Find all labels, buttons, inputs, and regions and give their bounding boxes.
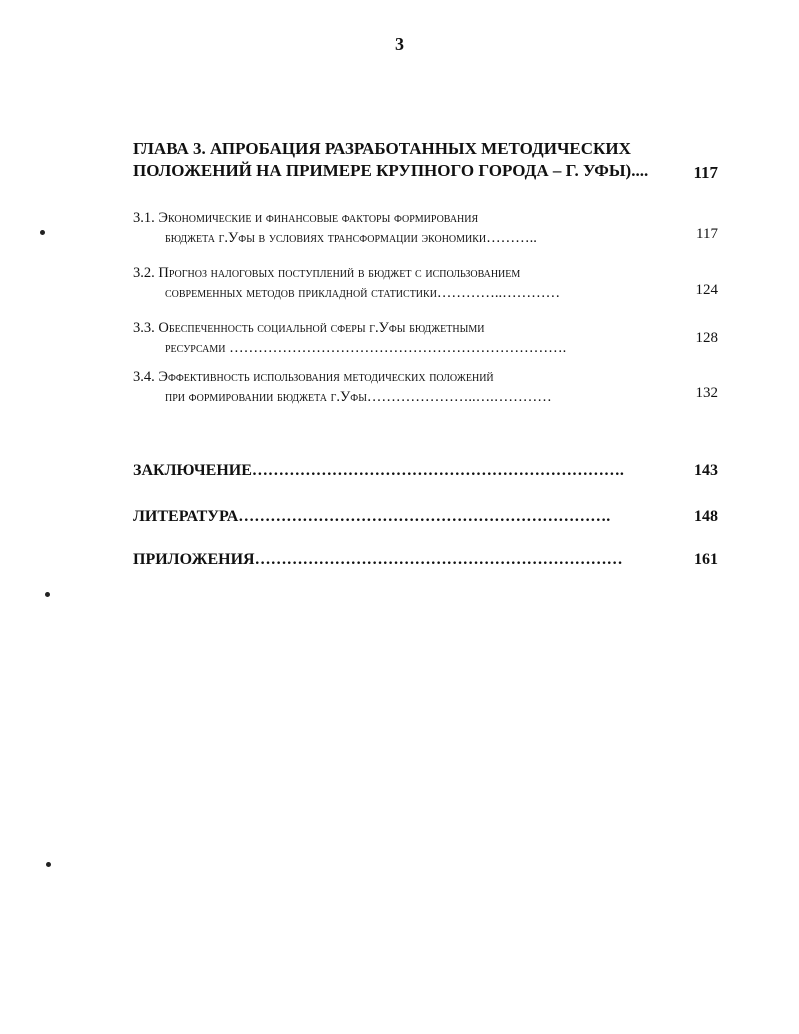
major-title: ПРИЛОЖЕНИЯ…………………………………………………………… bbox=[133, 551, 623, 568]
major-page-number: 148 bbox=[694, 508, 718, 525]
section-title-line2: современных методов прикладной статистики…………..………… bbox=[165, 285, 561, 301]
scan-speck bbox=[46, 862, 51, 867]
page-number: 3 bbox=[395, 34, 404, 54]
toc-chapter-3 bbox=[133, 138, 718, 182]
chapter-title-line2: ПОЛОЖЕНИЙ НА ПРИМЕРЕ КРУПНОГО ГОРОДА – Г. УФЫ).... bbox=[133, 161, 649, 180]
section-page-number: 128 bbox=[695, 330, 718, 346]
section-title-line2: при формировании бюджета г.Уфы…………………..….………… bbox=[165, 389, 552, 405]
chapter-title-line1: ГЛАВА 3. АПРОБАЦИЯ РАЗРАБОТАННЫХ МЕТОДИЧЕСКИХ bbox=[133, 139, 631, 158]
section-title-line1: 3.4. Эффективность использования методических положений bbox=[133, 369, 494, 385]
section-title-line1: 3.2. Прогноз налоговых поступлений в бюджет с использованием bbox=[133, 265, 521, 281]
toc-literature bbox=[133, 508, 718, 526]
toc-section-3-1 bbox=[133, 208, 718, 248]
scan-speck bbox=[40, 230, 45, 235]
toc-section-3-2 bbox=[133, 263, 718, 303]
section-title-line1: 3.1. Экономические и финансовые факторы формирования bbox=[133, 210, 479, 226]
major-page-number: 161 bbox=[694, 551, 718, 568]
scan-speck bbox=[45, 592, 50, 597]
section-title-line1: 3.3. Обеспеченность социальной сферы г.Уфы бюджетными bbox=[133, 320, 485, 336]
toc-section-3-4 bbox=[133, 367, 718, 407]
major-page-number: 143 bbox=[694, 462, 718, 479]
toc-conclusion bbox=[133, 462, 718, 480]
section-page-number: 124 bbox=[695, 282, 718, 298]
major-title: ЛИТЕРАТУРА……………………………………………………………. bbox=[133, 508, 611, 525]
chapter-page-number: 117 bbox=[693, 163, 718, 182]
section-page-number: 132 bbox=[695, 385, 718, 401]
section-title-line2: бюджета г.Уфы в условиях трансформации экономики……….. bbox=[165, 230, 537, 246]
toc-appendices bbox=[133, 551, 718, 569]
toc-section-3-3 bbox=[133, 318, 718, 358]
major-title: ЗАКЛЮЧЕНИЕ……………………………………………………………. bbox=[133, 462, 624, 479]
section-title-line2: ресурсами ……………………………………………………………. bbox=[165, 340, 567, 356]
section-page-number: 117 bbox=[696, 226, 718, 242]
